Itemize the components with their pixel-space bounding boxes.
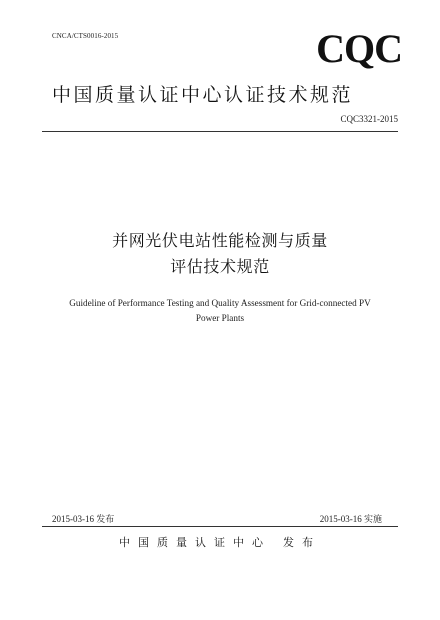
- effective-date: 2015-03-16 实施: [319, 514, 382, 524]
- english-title-line-2: Power Plants: [195, 313, 245, 323]
- organization-title: 中国质量认证中心认证技术规范: [52, 84, 354, 106]
- cqc-logo: CQC: [316, 26, 402, 71]
- footer-divider: [42, 526, 398, 527]
- document-code: CNCA/CTS0016-2015: [52, 32, 119, 40]
- issue-date: 2015-03-16 发布: [52, 514, 115, 524]
- issuer-line: [0, 534, 440, 550]
- chinese-title-line-2: 评估技术规范: [170, 257, 270, 276]
- issuer-suffix: 发布: [283, 536, 321, 549]
- issuer-name: 中国质量认证中心: [119, 536, 271, 549]
- chinese-title-line-1: 并网光伏电站性能检测与质量: [112, 231, 328, 250]
- standard-number: CQC3321-2015: [340, 114, 398, 124]
- header-divider: [42, 131, 398, 132]
- english-title-line-1: Guideline of Performance Testing and Quality Assessment for Grid-connected PV: [69, 298, 371, 308]
